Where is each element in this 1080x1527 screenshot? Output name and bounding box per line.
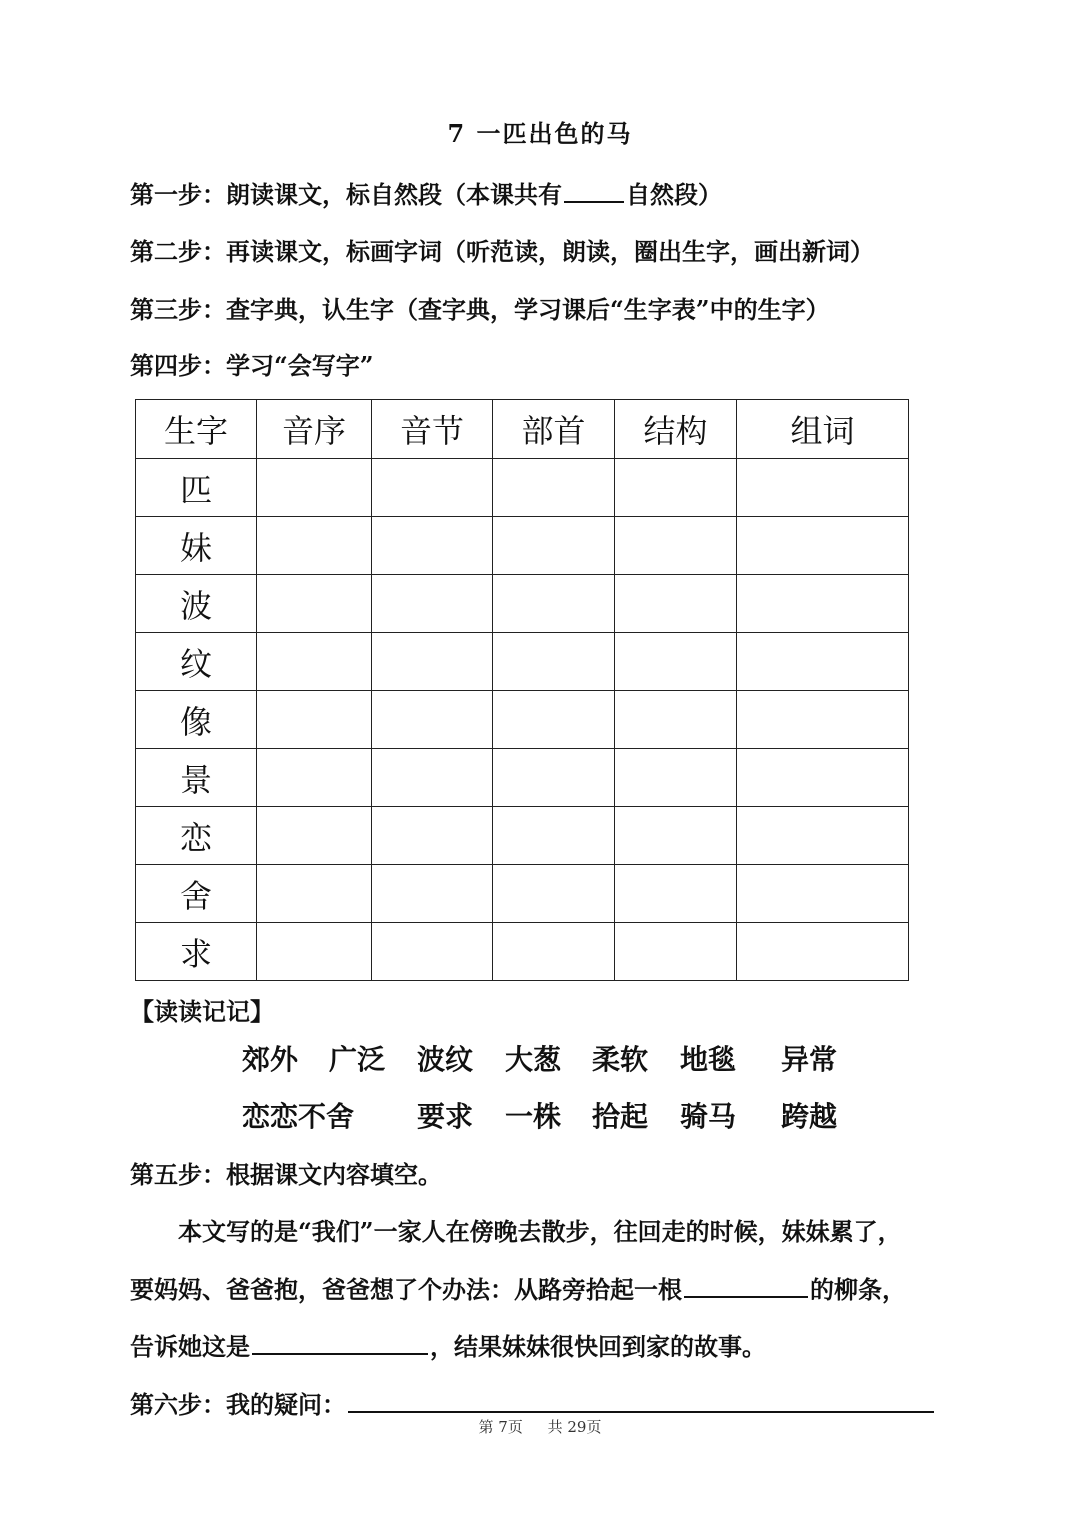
willow-description-blank[interactable] [684, 1272, 808, 1298]
page-footer [0, 1416, 1080, 1437]
syllable-cell[interactable] [372, 923, 493, 981]
header-syllable: 音节 [372, 400, 493, 459]
word-row-2 [0, 1095, 1080, 1135]
initial-cell[interactable] [257, 923, 372, 981]
step-1 [130, 175, 722, 210]
header-structure: 结构 [615, 400, 737, 459]
words-cell[interactable] [737, 517, 909, 575]
words-cell[interactable] [737, 691, 909, 749]
my-question-blank[interactable] [348, 1387, 934, 1413]
initial-cell[interactable] [257, 807, 372, 865]
fill-line-1: 本文写的是“我们”一家人在傍晚去散步，往回走的时候，妹妹累了， [178, 1217, 902, 1246]
step-5: 第五步：根据课文内容填空。 [130, 1160, 442, 1189]
radical-cell[interactable] [493, 749, 615, 807]
words-cell[interactable] [737, 575, 909, 633]
structure-cell[interactable] [615, 633, 737, 691]
table-header-row [136, 400, 909, 459]
table-row [136, 865, 909, 923]
word-item: 郊外 [242, 1043, 299, 1076]
lesson-title: 7 一匹出色的马 [447, 119, 633, 148]
fill-line-3-end: ，结果妹妹很快回到家的故事。 [430, 1332, 766, 1361]
words-cell[interactable] [737, 633, 909, 691]
fill-line-2 [130, 1270, 906, 1305]
header-words: 组词 [737, 400, 909, 459]
radical-cell[interactable] [493, 575, 615, 633]
words-cell[interactable] [737, 807, 909, 865]
radical-cell[interactable] [493, 923, 615, 981]
step-1-text-end: 自然段） [626, 180, 722, 209]
step-6 [130, 1385, 936, 1420]
radical-cell[interactable] [493, 517, 615, 575]
fill-line-2-end: 的柳条， [810, 1275, 906, 1304]
page-total: 共 29页 [547, 1418, 602, 1436]
word-item: 地毯 [680, 1043, 737, 1076]
words-cell[interactable] [737, 459, 909, 517]
table-row [136, 517, 909, 575]
character-cell: 恋 [136, 807, 257, 865]
step-4: 第四步：学习“会写字” [130, 351, 374, 380]
character-cell: 求 [136, 923, 257, 981]
syllable-cell[interactable] [372, 633, 493, 691]
fill-line-3-text: 告诉她这是 [130, 1332, 250, 1361]
initial-cell[interactable] [257, 575, 372, 633]
header-character: 生字 [136, 400, 257, 459]
word-item: 骑马 [680, 1100, 737, 1133]
initial-cell[interactable] [257, 459, 372, 517]
character-cell: 景 [136, 749, 257, 807]
table-row [136, 575, 909, 633]
structure-cell[interactable] [615, 517, 737, 575]
word-item: 恋恋不舍 [242, 1100, 355, 1133]
table-row [136, 691, 909, 749]
character-cell: 纹 [136, 633, 257, 691]
syllable-cell[interactable] [372, 865, 493, 923]
initial-cell[interactable] [257, 517, 372, 575]
fill-line-2-text: 要妈妈、爸爸抱，爸爸想了个办法：从路旁拾起一根 [130, 1275, 682, 1304]
syllable-cell[interactable] [372, 749, 493, 807]
character-cell: 波 [136, 575, 257, 633]
structure-cell[interactable] [615, 807, 737, 865]
header-initial: 音序 [257, 400, 372, 459]
page-number: 第 7页 [478, 1418, 523, 1436]
fill-line-3 [130, 1327, 766, 1362]
character-cell: 匹 [136, 459, 257, 517]
word-item: 柔软 [592, 1043, 649, 1076]
word-item: 跨越 [781, 1100, 838, 1133]
syllable-cell[interactable] [372, 691, 493, 749]
character-cell: 妹 [136, 517, 257, 575]
table-row [136, 807, 909, 865]
word-item: 波纹 [417, 1043, 474, 1076]
step-6-text: 第六步：我的疑问： [130, 1390, 346, 1419]
word-item: 大葱 [505, 1043, 562, 1076]
what-it-is-blank[interactable] [252, 1329, 428, 1355]
step-1-text: 第一步：朗读课文，标自然段（本课共有 [130, 180, 562, 209]
paragraph-count-blank[interactable] [564, 177, 624, 203]
syllable-cell[interactable] [372, 807, 493, 865]
character-cell: 舍 [136, 865, 257, 923]
structure-cell[interactable] [615, 691, 737, 749]
structure-cell[interactable] [615, 923, 737, 981]
character-table [135, 399, 909, 981]
syllable-cell[interactable] [372, 575, 493, 633]
initial-cell[interactable] [257, 633, 372, 691]
step-3: 第三步：查字典，认生字（查字典，学习课后“生字表”中的生字） [130, 295, 830, 324]
syllable-cell[interactable] [372, 459, 493, 517]
words-cell[interactable] [737, 865, 909, 923]
structure-cell[interactable] [615, 575, 737, 633]
structure-cell[interactable] [615, 865, 737, 923]
words-cell[interactable] [737, 923, 909, 981]
radical-cell[interactable] [493, 865, 615, 923]
table-row [136, 633, 909, 691]
reading-section-title: 【读读记记】 [130, 997, 274, 1026]
radical-cell[interactable] [493, 807, 615, 865]
word-row-1 [0, 1038, 1080, 1078]
syllable-cell[interactable] [372, 517, 493, 575]
table-row [136, 923, 909, 981]
word-item: 拾起 [592, 1100, 649, 1133]
header-radical: 部首 [493, 400, 615, 459]
table-row [136, 459, 909, 517]
initial-cell[interactable] [257, 749, 372, 807]
radical-cell[interactable] [493, 691, 615, 749]
radical-cell[interactable] [493, 459, 615, 517]
initial-cell[interactable] [257, 865, 372, 923]
words-cell[interactable] [737, 749, 909, 807]
step-2: 第二步：再读课文，标画字词（听范读，朗读，圈出生字，画出新词） [130, 237, 874, 266]
table-row [136, 749, 909, 807]
structure-cell[interactable] [615, 749, 737, 807]
word-item: 要求 [417, 1100, 474, 1133]
word-item: 广泛 [329, 1043, 386, 1076]
radical-cell[interactable] [493, 633, 615, 691]
word-item: 一株 [505, 1100, 562, 1133]
word-item: 异常 [781, 1043, 838, 1076]
structure-cell[interactable] [615, 459, 737, 517]
character-cell: 像 [136, 691, 257, 749]
initial-cell[interactable] [257, 691, 372, 749]
